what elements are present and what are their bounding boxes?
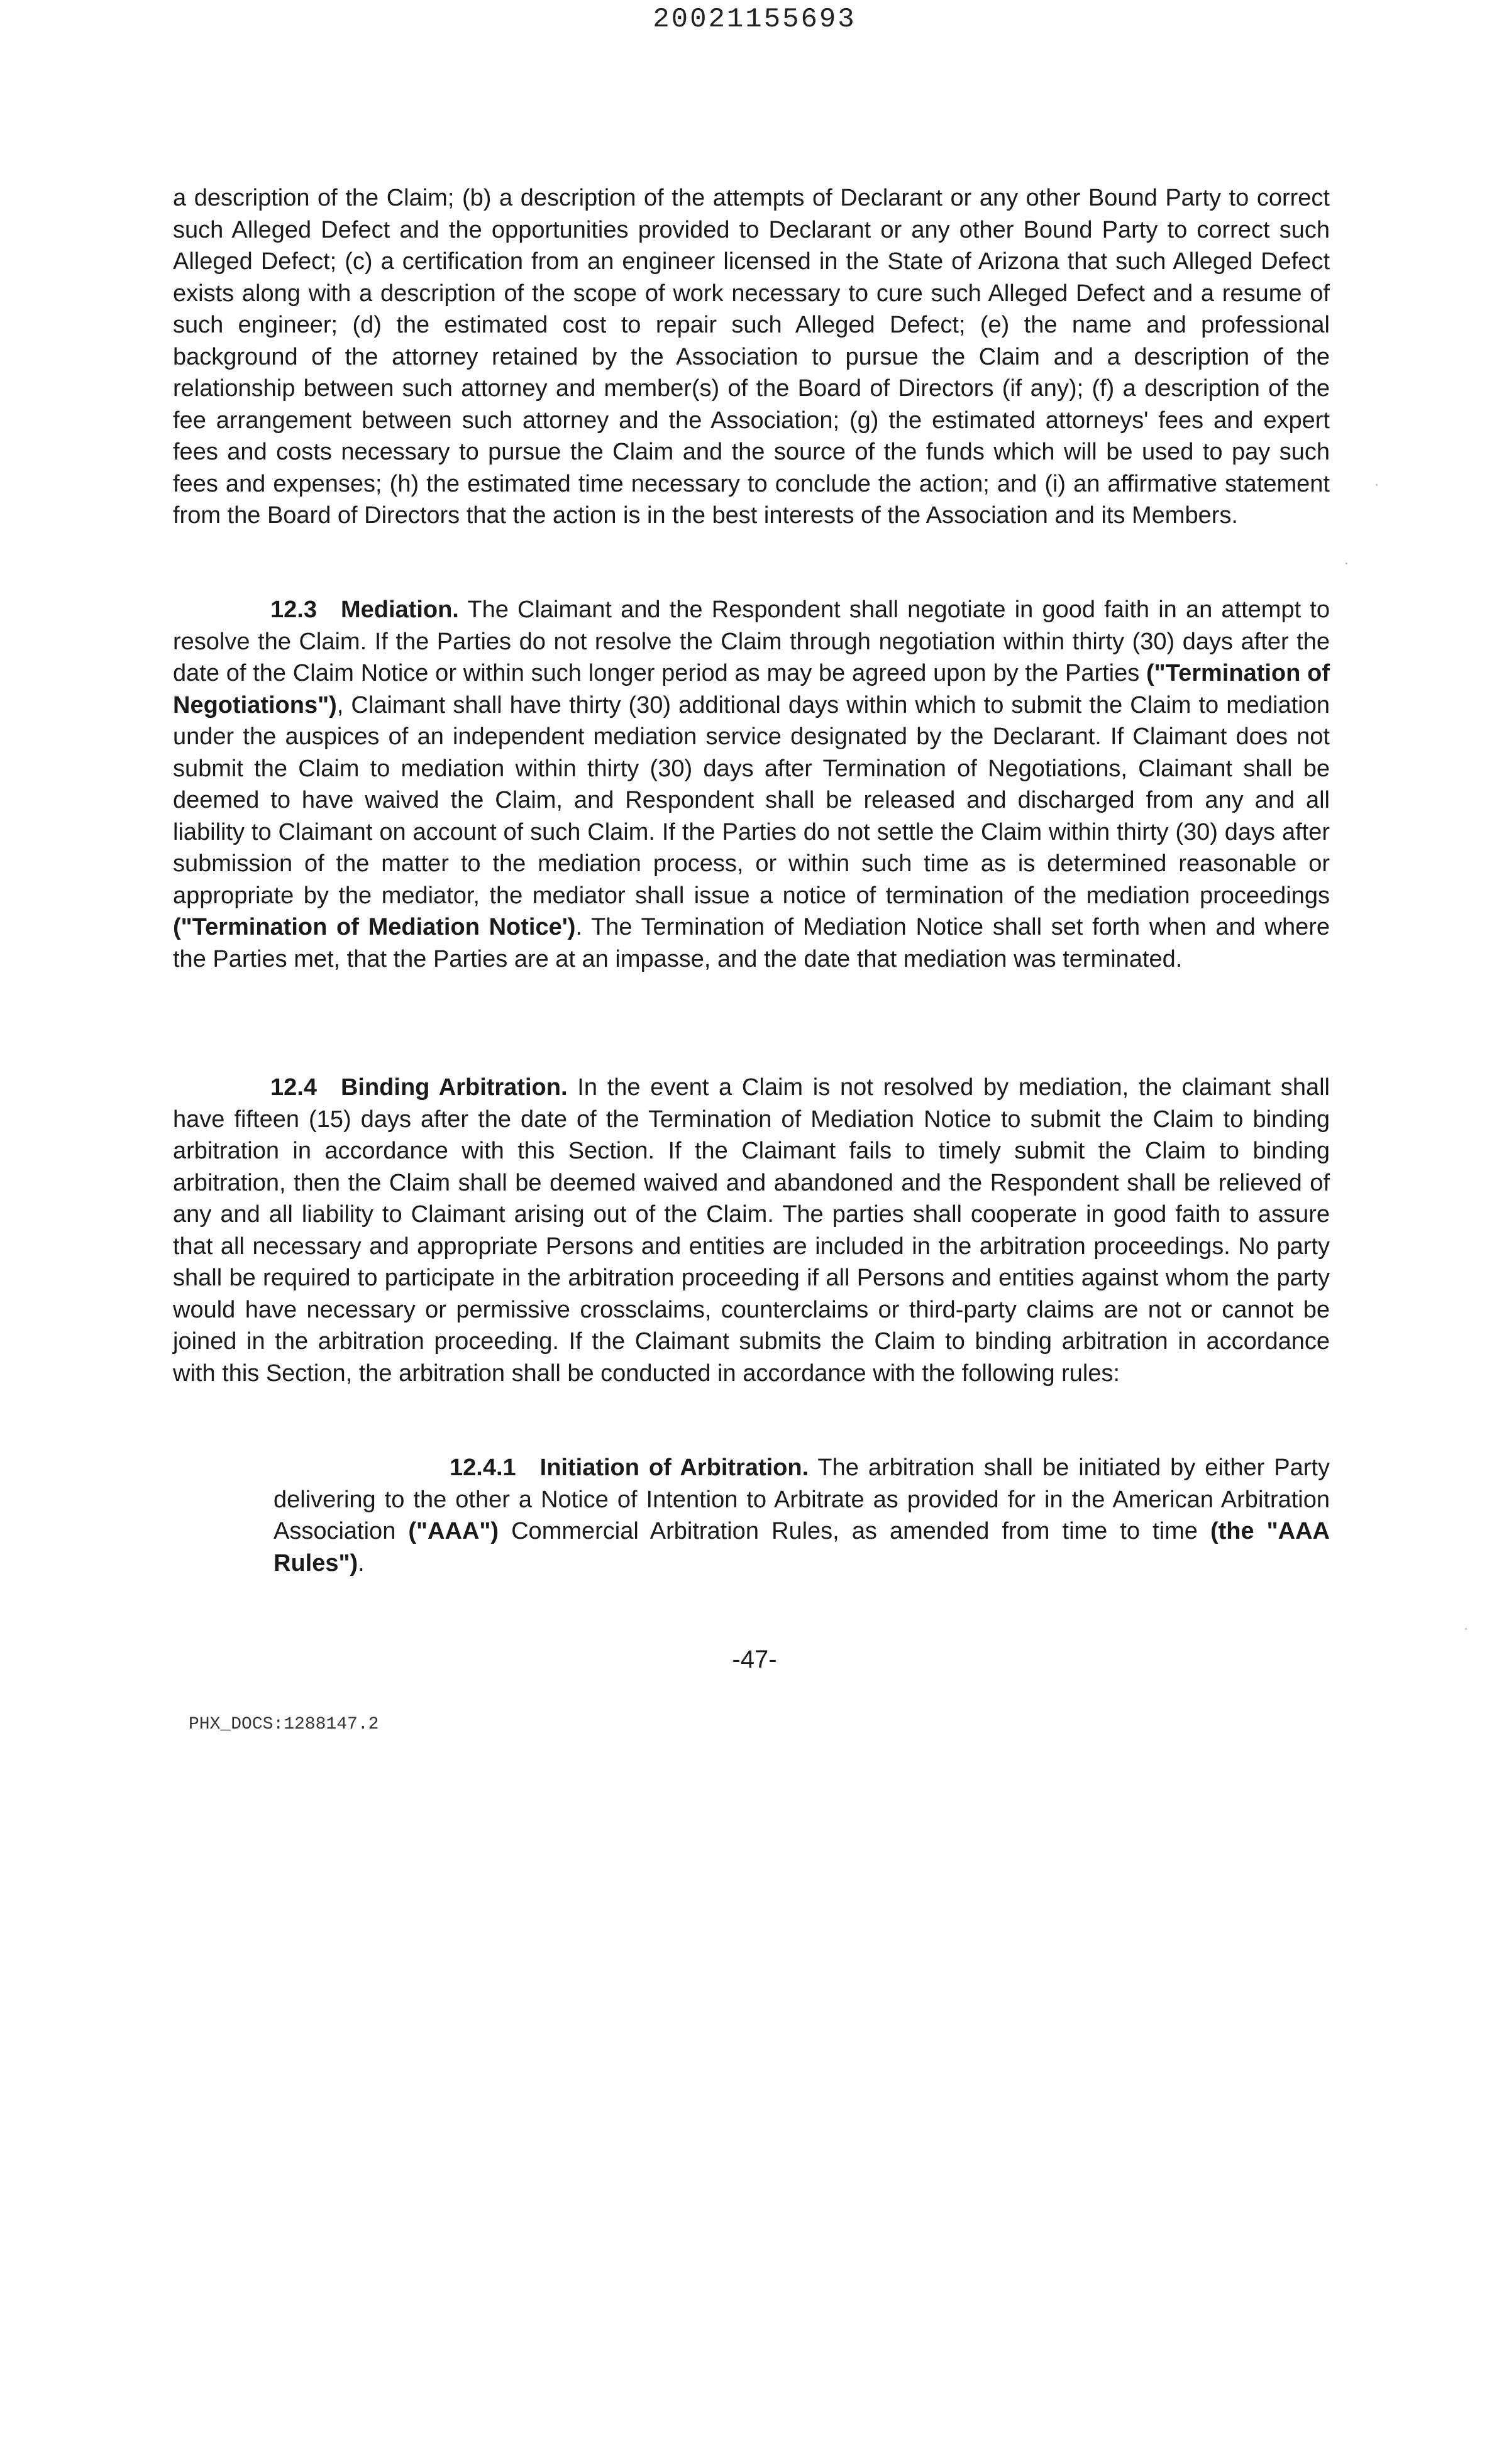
- section-title: Initiation of Arbitration.: [539, 1455, 809, 1481]
- section-12-4-binding-arbitration: [173, 1072, 1330, 1389]
- section-12-4-1-initiation: [274, 1452, 1330, 1579]
- section-12-3-mediation: [173, 594, 1330, 975]
- section-text: . The Termination of Mediation Notice shall set forth when and where the Parties met, that the Parties are at an impasse, and the date that mediation was terminated.: [173, 914, 1330, 972]
- scan-speck: [1376, 484, 1378, 486]
- defined-term: ("Termination of Mediation Notice'): [173, 914, 576, 940]
- document-number: 20021155693: [653, 4, 856, 35]
- section-number: 12.4.1: [450, 1455, 516, 1481]
- section-number: 12.4: [270, 1074, 317, 1101]
- page-number: -47-: [732, 1646, 777, 1673]
- scan-speck: [1346, 563, 1347, 564]
- defined-term: ("AAA"): [408, 1518, 499, 1544]
- document-reference: PHX_DOCS:1288147.2: [189, 1715, 379, 1734]
- section-text: The Claimant and the Respondent shall negotiate in good faith in an attempt to resolve the Claim. If the Parties do not resolve the Claim through negotiation within thirty (30) days after the date of the Claim Notice or within such longer period as may be agreed upon by the Parties: [173, 597, 1330, 686]
- section-text: In the event a Claim is not resolved by mediation, the claimant shall have fifteen (15) days after the date of the Termination of Mediation Notice to submit the Claim to binding arbitration in accordance with this Section. If the Claimant fails to timely submit the Claim to binding arbitration, then the Claim shall be deemed waived and abandoned and the Respondent shall be relieved of any and all liability to Claimant arising out of the Claim. The parties shall cooperate in good faith to assure that all necessary and appropriate Persons and entities are included in the arbitration proceedings. No party shall be required to participate in the arbitration proceeding if all Persons and entities against whom the party would have necessary or permissive crossclaims, counterclaims or third-party claims are not or cannot be joined in the arbitration proceeding. If the Claimant submits the Claim to binding arbitration in accordance with this Section, the arbitration shall be conducted in accordance with the following rules:: [173, 1074, 1330, 1387]
- scan-speck: [1465, 1628, 1467, 1630]
- section-title: Binding Arbitration.: [340, 1074, 568, 1101]
- section-text: Commercial Arbitration Rules, as amended from time to time: [499, 1518, 1210, 1544]
- defined-term: (the "AAA Rules"): [274, 1518, 1330, 1576]
- section-number: 12.3: [270, 597, 317, 623]
- section-title: Mediation.: [340, 597, 459, 623]
- section-text: The arbitration shall be initiated by either Party delivering to the other a Notice of Intention to Arbitrate as provided for in the American Arbitration Association: [274, 1455, 1330, 1544]
- defined-term: ("Termination of Negotiations"): [173, 660, 1330, 718]
- section-text: , Claimant shall have thirty (30) additional days within which to submit the Claim to mediation under the auspices of an independent mediation service designated by the Declarant. If Claimant does not submit the Claim to mediation within thirty (30) days after Termination of Negotiations, Claimant shall be deemed to have waived the Claim, and Respondent shall be released and discharged from any and all liability to Claimant on account of such Claim. If the Parties do not settle the Claim within thirty (30) days after submission of the matter to the mediation process, or within such time as is determined reasonable or appropriate by the mediator, the mediator shall issue a notice of termination of the mediation proceedings: [173, 691, 1330, 909]
- intro-paragraph: a description of the Claim; (b) a description of the attempts of Declarant or any other Bound Party to correct such Alleged Defect and the opportunities provided to Declarant or any other Bound Party to correct such Alleged Defect; (c) a certification from an engineer licensed in the State of Arizona that such Alleged Defect exists along with a description of the scope of work necessary to cure such Alleged Defect and a resume of such engineer; (d) the estimated cost to repair such Alleged Defect; (e) the name and professional background of the attorney retained by the Association to pursue the Claim and a description of the relationship between such attorney and member(s) of the Board of Directors (if any); (f) a description of the fee arrangement between such attorney and the Association; (g) the estimated attorneys' fees and expert fees and costs necessary to pursue the Claim and the source of the funds which will be used to pay such fees and expenses; (h) the estimated time necessary to conclude the action; and (i) an affirmative statement from the Board of Directors that the action is in the best interests of the Association and its Members.: [173, 185, 1330, 529]
- section-text: .: [358, 1549, 365, 1576]
